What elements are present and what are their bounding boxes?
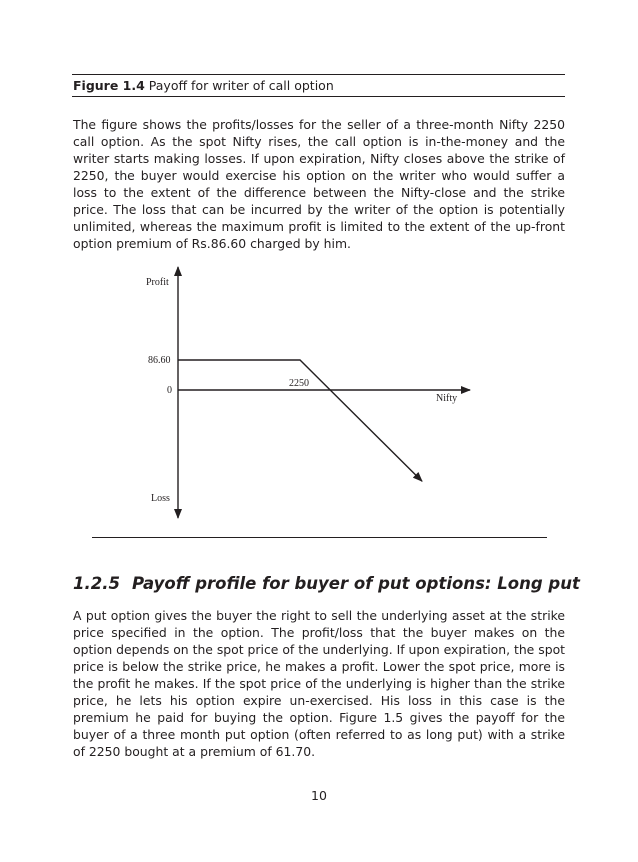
premium-tick-label: 86.60 (148, 355, 171, 366)
long-put-paragraph: A put option gives the buyer the right to sell the underlying asset at the strike price specified in the option. The profit/loss that the buyer makes on the option depends on the spot price of the underlying. If upon expiration, the spot price is below the strike price, he makes a profit. Lower the spot price, more is the profit he makes. If the spot price of the underlying is higher than the strike price, he lets his option expire un-exercised. His loss in this case is the premium he paid for buying the option. Figure 1.5 gives the payoff for the buyer of a three month put option (often referred to as long put) with a strike of 2250 bought at a premium of 61.70. (73, 608, 566, 759)
section-heading (73, 574, 580, 593)
section-number: 1.2.5 (73, 574, 120, 593)
y-axis-label-profit: Profit (146, 277, 169, 288)
x-axis-label-nifty: Nifty (436, 393, 458, 404)
page-number: 10 (311, 788, 327, 803)
figure-description-paragraph: The figure shows the profits/losses for the seller of a three-month Nifty 2250 call option. As the spot Nifty rises, the call option is in-the-money and the writer starts making losses. If upon expiration, Nifty closes above the strike of 2250, the buyer would exercise his option on the writer who would suffer a loss to the extent of the difference between the Nifty-close and the strike price. The loss that can be incurred by the writer of the option is potentially unlimited, whereas the maximum profit is limited to the extent of the up-front option premium of Rs.86.60 charged by him. (73, 117, 565, 251)
strike-label: 2250 (289, 378, 309, 389)
figure-bottom-rule (92, 537, 547, 538)
figure-caption-label: Figure 1.4 (73, 78, 145, 93)
y-axis-label-loss: Loss (151, 493, 170, 504)
zero-tick-label: 0 (167, 385, 172, 396)
figure-caption-text: Payoff for writer of call option (144, 78, 334, 93)
section-title: Payoff profile for buyer of put options: Long put (131, 574, 580, 593)
